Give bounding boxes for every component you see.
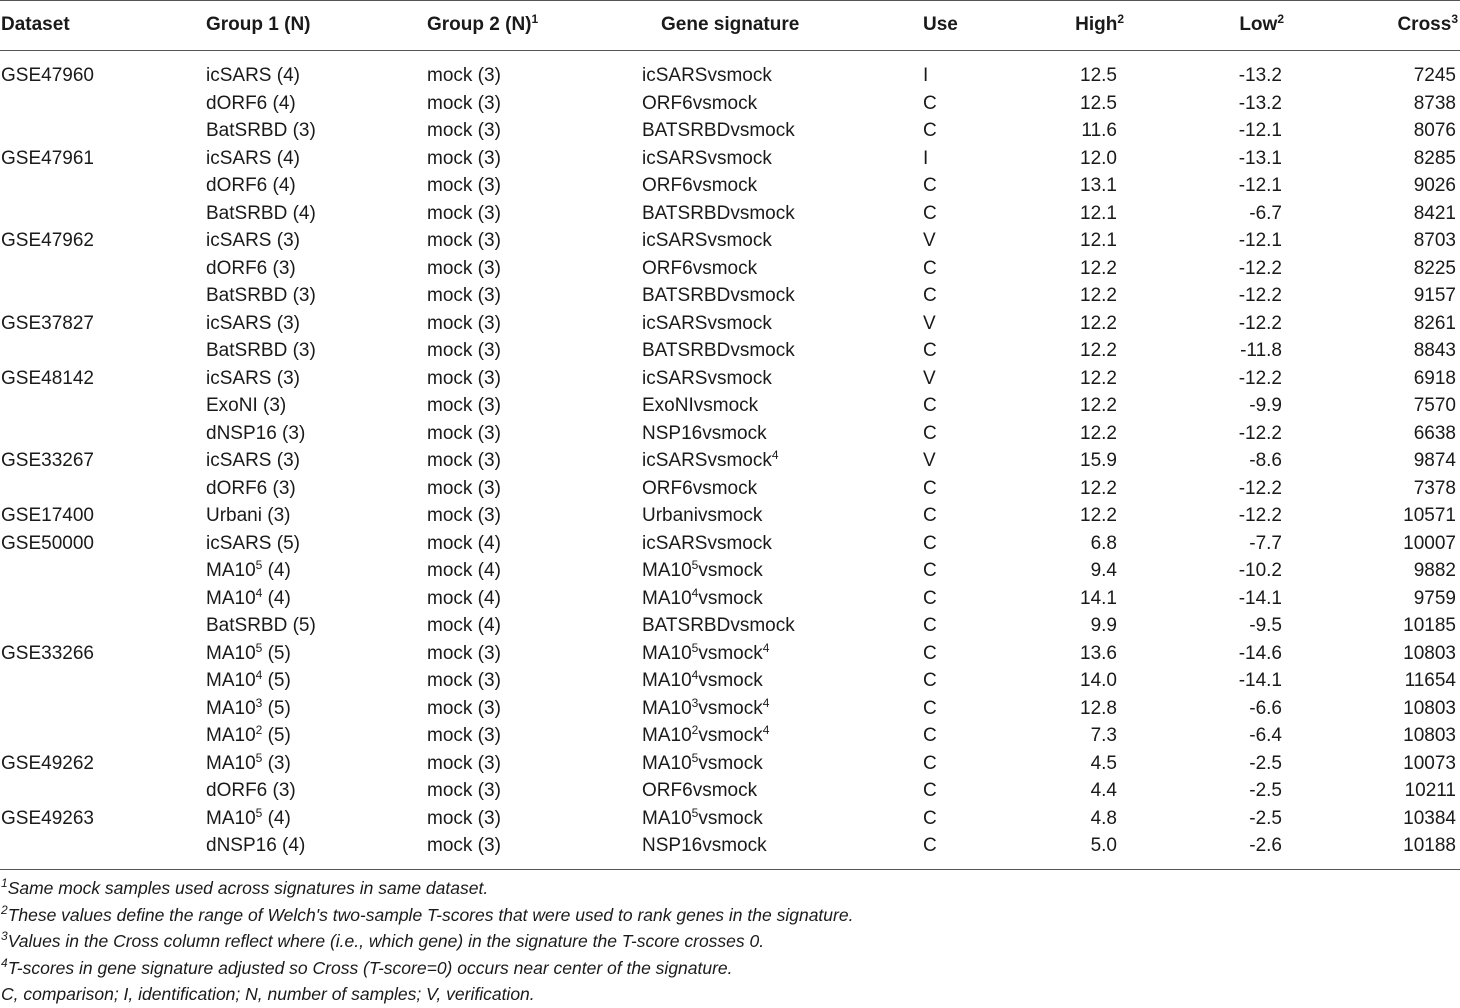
cell-cross: 8076 — [1413, 120, 1456, 141]
cell-high: 12.2 — [1080, 367, 1117, 389]
cell-high: 4.4 — [1090, 780, 1117, 801]
cell-group1: $MA10^5$ (4) — [206, 805, 291, 829]
cell-high: 12.2 — [1080, 505, 1117, 526]
cell-group2: mock (3) — [427, 92, 501, 114]
table-row — [0, 392, 1460, 420]
cell-low: -12.2 — [1238, 422, 1282, 444]
cell-group1: dORF6 (3) — [206, 780, 296, 801]
cell-group1: icSARS (3) — [206, 312, 300, 334]
cell-gene-signature: icSARSvsmock — [642, 312, 772, 334]
cell-low: -12.2 — [1238, 257, 1282, 279]
footnote: C, comparison; I, identification; N, number of samples; V, verification. — [1, 984, 535, 1004]
cell-use: I — [923, 147, 929, 169]
cell-group1: icSARS (5) — [206, 532, 300, 554]
cell-group2: mock (4) — [427, 560, 501, 581]
cell-cross: 6918 — [1413, 367, 1456, 389]
table-row — [0, 805, 1460, 833]
cell-dataset: GSE49262 — [1, 752, 94, 774]
cell-cross: 8225 — [1413, 257, 1456, 279]
table-row — [0, 117, 1460, 145]
cell-gene-signature: BATSRBDvsmock — [642, 615, 795, 636]
cell-cross: 9874 — [1413, 450, 1456, 471]
cell-cross: 8261 — [1413, 312, 1456, 334]
signature-footnote-mark: 4 — [771, 448, 779, 462]
cell-cross: 8421 — [1413, 202, 1456, 224]
table-row — [0, 365, 1460, 393]
cell-use: C — [923, 285, 937, 306]
cell-cross: 10188 — [1403, 835, 1456, 856]
cell-use: C — [923, 725, 937, 746]
cell-cross: 7245 — [1413, 65, 1456, 86]
cell-group1: icSARS (3) — [206, 230, 300, 251]
group1-superscript: 5 — [255, 750, 263, 765]
table-top-rule — [0, 0, 1460, 1]
cell-gene-signature: $MA10^4vsmock$ — [642, 668, 763, 691]
cell-low: -9.9 — [1249, 395, 1282, 416]
group1-superscript: 4 — [255, 668, 263, 682]
cell-gene-signature: ExoNIvsmock — [642, 395, 759, 416]
cell-cross: 10803 — [1403, 642, 1456, 664]
cell-use: C — [923, 807, 937, 829]
cell-cross: 8738 — [1413, 92, 1456, 114]
cell-gene-signature: BATSRBDvsmock — [642, 120, 795, 141]
group1-superscript: 4 — [255, 585, 263, 600]
cell-cross: 9157 — [1413, 285, 1456, 306]
cell-group1: $MA10^4$ (4) — [206, 585, 291, 609]
table-row — [0, 62, 1460, 90]
cell-group1: dNSP16 (3) — [206, 422, 306, 444]
cell-group1: $MA10^2$ (5) — [206, 723, 291, 746]
cell-cross: 8285 — [1413, 147, 1456, 169]
cell-dataset: GSE50000 — [1, 532, 94, 554]
cell-group1: dORF6 (4) — [206, 92, 296, 114]
cell-group1: dNSP16 (4) — [206, 835, 306, 856]
cell-high: 12.2 — [1080, 477, 1117, 499]
cell-group2: mock (3) — [427, 202, 501, 224]
cell-gene-signature: $MA10^2vsmock^4$ — [642, 723, 770, 746]
footnote: $^1$Same mock samples used across signatures in same dataset. — [1, 876, 489, 898]
cell-gene-signature: icSARSvsmock — [642, 532, 772, 554]
signature-superscript: 5 — [691, 558, 699, 572]
cell-gene-signature: ORF6vsmock — [642, 257, 758, 279]
cell-high: 4.5 — [1090, 752, 1117, 774]
cell-low: -14.1 — [1238, 587, 1282, 609]
cell-group1: ExoNI (3) — [206, 395, 287, 416]
cell-use: C — [923, 670, 937, 691]
cell-group2: mock (3) — [427, 835, 501, 856]
cell-low: -12.2 — [1238, 312, 1282, 334]
cell-group1: $MA10^5$ (5) — [206, 640, 291, 664]
cell-use: C — [923, 505, 937, 526]
table-row — [0, 695, 1460, 723]
cell-group1: dORF6 (3) — [206, 257, 296, 279]
cell-dataset: GSE17400 — [1, 505, 94, 526]
footnote-mark: 3 — [1, 929, 8, 943]
cell-use: V — [923, 367, 936, 389]
cell-high: 6.8 — [1090, 532, 1117, 554]
cell-group2: mock (3) — [427, 340, 501, 361]
cell-use: V — [923, 450, 936, 471]
cell-group1: dORF6 (4) — [206, 175, 296, 196]
table-row — [0, 612, 1460, 640]
cell-group2: mock (3) — [427, 477, 501, 499]
cell-dataset: GSE37827 — [1, 312, 94, 334]
cell-low: -12.2 — [1238, 477, 1282, 499]
cell-high: 7.3 — [1090, 725, 1117, 746]
group1-superscript: 5 — [255, 640, 263, 655]
cell-use: C — [923, 120, 937, 141]
cell-low: -13.2 — [1238, 65, 1282, 86]
cell-cross: 9759 — [1413, 587, 1456, 609]
cell-cross: 9026 — [1413, 175, 1456, 196]
cell-low: -10.2 — [1238, 560, 1282, 581]
cell-cross: 8843 — [1413, 340, 1456, 361]
signature-footnote-mark: 4 — [762, 640, 770, 655]
group1-superscript: 5 — [255, 558, 263, 572]
cell-high: 13.1 — [1080, 175, 1117, 196]
cell-dataset: GSE47960 — [1, 65, 94, 86]
table-row — [0, 90, 1460, 118]
cell-group2: mock (3) — [427, 285, 501, 306]
cell-group1: icSARS (3) — [206, 367, 300, 389]
cell-cross: 9882 — [1413, 560, 1456, 581]
cell-group2: mock (3) — [427, 395, 501, 416]
cell-high: 12.1 — [1080, 202, 1117, 224]
cell-gene-signature: $MA10^5vsmock$ — [642, 558, 763, 581]
cell-low: -11.8 — [1240, 340, 1282, 361]
cell-low: -6.4 — [1249, 725, 1282, 746]
cell-group1: BatSRBD (4) — [206, 202, 316, 224]
cell-use: V — [923, 230, 936, 251]
cell-gene-signature: ORF6vsmock — [642, 175, 758, 196]
cell-use: C — [923, 202, 937, 224]
cell-cross: 10211 — [1404, 780, 1456, 801]
group1-superscript: 3 — [255, 695, 263, 710]
cell-high: 12.2 — [1080, 340, 1117, 361]
cell-high: 13.6 — [1080, 642, 1117, 664]
cell-high: 12.5 — [1080, 92, 1117, 114]
cell-cross: 10007 — [1403, 532, 1456, 554]
cell-use: C — [923, 175, 937, 196]
cell-use: C — [923, 752, 937, 774]
cell-gene-signature: icSARSvsmock — [642, 230, 772, 251]
cell-dataset: GSE49263 — [1, 807, 94, 829]
cell-low: -2.5 — [1249, 780, 1282, 801]
cell-use: C — [923, 587, 937, 609]
cell-group2: mock (3) — [427, 257, 501, 279]
table-bottom-rule — [0, 869, 1460, 870]
cell-low: -14.6 — [1238, 642, 1282, 664]
table-row — [0, 722, 1460, 750]
cell-use: C — [923, 642, 937, 664]
cell-group2: mock (4) — [427, 587, 501, 609]
cell-gene-signature: BATSRBDvsmock — [642, 202, 795, 224]
cell-group2: mock (4) — [427, 615, 501, 636]
cell-cross: 10384 — [1403, 807, 1456, 829]
cell-group1: $MA10^3$ (5) — [206, 695, 291, 719]
cell-gene-signature: $MA10^5vsmock$ — [642, 750, 763, 774]
cell-group1: BatSRBD (3) — [206, 340, 316, 361]
table-row — [0, 750, 1460, 778]
cell-high: 12.2 — [1080, 395, 1117, 416]
table-row — [0, 420, 1460, 448]
header-high-footnote-mark: 2 — [1117, 12, 1124, 26]
group1-superscript: 5 — [255, 805, 263, 820]
cell-high: 12.5 — [1080, 65, 1117, 86]
cell-group2: mock (3) — [427, 725, 501, 746]
cell-gene-signature: icSARSvsmock — [642, 147, 772, 169]
table-row — [0, 557, 1460, 585]
cell-group2: mock (3) — [427, 450, 501, 471]
table-row — [0, 310, 1460, 338]
cell-group2: mock (3) — [427, 697, 501, 719]
cell-group2: mock (3) — [427, 65, 501, 86]
cell-high: 12.2 — [1080, 422, 1117, 444]
header-low-footnote-mark: 2 — [1277, 12, 1284, 26]
signature-superscript: 4 — [691, 668, 699, 682]
header-low: Low$^2$ — [1239, 12, 1284, 35]
cell-use: C — [923, 835, 937, 856]
footnote: $^2$These values define the range of Welch's two-sample T-scores that were used to rank genes in the signature. — [1, 902, 854, 925]
cell-use: V — [923, 312, 936, 334]
cell-gene-signature: icSARSvsmock — [642, 65, 772, 86]
cell-low: -2.6 — [1249, 835, 1282, 856]
cell-use: C — [923, 697, 937, 719]
table-row — [0, 200, 1460, 228]
table-row — [0, 227, 1460, 255]
signature-superscript: 2 — [691, 723, 699, 737]
cell-high: 12.8 — [1080, 697, 1117, 719]
cell-group1: $MA10^4$ (5) — [206, 668, 291, 691]
table-row — [0, 530, 1460, 558]
footnote-mark: 4 — [1, 955, 8, 970]
signature-superscript: 5 — [691, 640, 699, 655]
table-row — [0, 777, 1460, 805]
footnote-mark: 2 — [1, 902, 8, 917]
header-gene-signature: Gene signature — [661, 14, 800, 35]
cell-low: -12.1 — [1238, 175, 1282, 196]
cell-group1: icSARS (4) — [206, 147, 300, 169]
cell-high: 12.2 — [1080, 257, 1117, 279]
cell-low: -6.7 — [1249, 202, 1282, 224]
cell-high: 12.2 — [1080, 285, 1117, 306]
cell-low: -2.5 — [1249, 807, 1282, 829]
cell-group1: $MA10^5$ (3) — [206, 750, 291, 774]
cell-group1: BatSRBD (3) — [206, 285, 316, 306]
cell-gene-signature: ORF6vsmock — [642, 780, 758, 801]
cell-low: -6.6 — [1249, 697, 1282, 719]
cell-cross: 10073 — [1403, 752, 1456, 774]
header-use: Use — [923, 14, 958, 35]
cell-group2: mock (3) — [427, 642, 501, 664]
header-group1: Group 1 (N) — [206, 14, 311, 35]
cell-cross: 11654 — [1404, 670, 1456, 691]
group1-superscript: 2 — [255, 723, 263, 737]
table-body — [0, 62, 1460, 860]
footnote: $^3$Values in the Cross column reflect where (i.e., which gene) in the signature the T-score crosses 0. — [1, 929, 765, 951]
cell-gene-signature: $MA10^4vsmock$ — [642, 585, 763, 609]
cell-group2: mock (3) — [427, 147, 501, 169]
cell-high: 12.0 — [1080, 147, 1117, 169]
cell-cross: 10185 — [1403, 615, 1456, 636]
signature-superscript: 5 — [691, 805, 699, 820]
cell-gene-signature: Urbanivsmock — [642, 505, 763, 526]
cell-group2: mock (3) — [427, 807, 501, 829]
cell-group2: mock (3) — [427, 752, 501, 774]
cell-low: -12.2 — [1238, 505, 1282, 526]
cell-high: 9.9 — [1090, 615, 1117, 636]
cell-group2: mock (3) — [427, 780, 501, 801]
cell-group2: mock (3) — [427, 422, 501, 444]
cell-group2: mock (3) — [427, 670, 501, 691]
table-row — [0, 475, 1460, 503]
cell-use: C — [923, 532, 937, 554]
table-row — [0, 172, 1460, 200]
table-row — [0, 282, 1460, 310]
cell-group2: mock (3) — [427, 230, 501, 251]
cell-group2: mock (3) — [427, 175, 501, 196]
cell-high: 12.2 — [1080, 312, 1117, 334]
cell-low: -9.5 — [1249, 615, 1282, 636]
cell-high: 12.1 — [1080, 230, 1117, 251]
footnote-mark: 1 — [1, 876, 8, 890]
cell-dataset: GSE48142 — [1, 367, 94, 389]
cell-group1: Urbani (3) — [206, 505, 291, 526]
header-dataset: Dataset — [1, 14, 70, 35]
signature-footnote-mark: 4 — [762, 723, 770, 737]
cell-low: -2.5 — [1249, 752, 1282, 774]
cell-gene-signature: NSP16vsmock — [642, 835, 767, 856]
cell-gene-signature: BATSRBDvsmock — [642, 285, 795, 306]
header-high: High$^2$ — [1075, 12, 1124, 35]
header-rule — [0, 50, 1460, 51]
cell-low: -8.6 — [1249, 450, 1282, 471]
cell-gene-signature: $MA10^5vsmock^4$ — [642, 640, 770, 664]
header-group2: Group 2 $(N)^1$ — [427, 12, 539, 35]
cell-low: -12.1 — [1238, 120, 1282, 141]
table-row — [0, 145, 1460, 173]
footnotes — [1, 875, 853, 1008]
table-row — [0, 337, 1460, 365]
cell-use: I — [923, 65, 929, 86]
cell-use: C — [923, 422, 937, 444]
cell-group2: mock (4) — [427, 532, 501, 554]
cell-cross: 6638 — [1413, 422, 1456, 444]
signature-superscript: 4 — [691, 585, 699, 600]
cell-group1: icSARS (3) — [206, 450, 300, 471]
cell-gene-signature: ORF6vsmock — [642, 477, 758, 499]
cell-high: 11.6 — [1081, 120, 1117, 141]
cell-gene-signature: $MA10^3vsmock^4$ — [642, 695, 770, 719]
cell-group1: BatSRBD (3) — [206, 120, 316, 141]
cell-gene-signature: BATSRBDvsmock — [642, 340, 795, 361]
signature-footnote-mark: 4 — [762, 695, 770, 710]
header-group2-footnote-mark: 1 — [531, 12, 539, 26]
cell-low: -7.7 — [1249, 532, 1282, 554]
cell-high: 5.0 — [1090, 835, 1117, 856]
cell-high: 9.4 — [1090, 560, 1117, 581]
cell-dataset: GSE33266 — [1, 642, 94, 664]
cell-gene-signature: icSARSvsmock$^4$ — [642, 448, 779, 471]
table-row — [0, 667, 1460, 695]
header-cross-footnote-mark: 3 — [1451, 12, 1458, 26]
table-row — [0, 585, 1460, 613]
cell-low: -12.2 — [1238, 367, 1282, 389]
cell-use: C — [923, 257, 937, 279]
cell-use: C — [923, 780, 937, 801]
cell-gene-signature: icSARSvsmock — [642, 367, 772, 389]
cell-cross: 7570 — [1413, 395, 1456, 416]
cell-high: 14.0 — [1080, 670, 1117, 691]
cell-cross: 8703 — [1413, 230, 1456, 251]
cell-group2: mock (3) — [427, 505, 501, 526]
table-row — [0, 255, 1460, 283]
cell-use: C — [923, 395, 937, 416]
cell-cross: 10803 — [1403, 697, 1456, 719]
cell-high: 14.1 — [1080, 587, 1117, 609]
cell-low: -13.1 — [1238, 147, 1282, 169]
cell-high: 15.9 — [1080, 450, 1117, 471]
header-cross: Cross$^3$ — [1397, 12, 1458, 35]
cell-cross: 7378 — [1413, 477, 1456, 499]
cell-low: -14.1 — [1238, 670, 1282, 691]
cell-use: C — [923, 560, 937, 581]
cell-dataset: GSE47961 — [1, 147, 94, 169]
table-row — [0, 447, 1460, 475]
cell-use: C — [923, 340, 937, 361]
cell-group1: icSARS (4) — [206, 65, 300, 86]
signature-superscript: 3 — [691, 695, 699, 710]
cell-cross: 10803 — [1403, 725, 1456, 746]
cell-use: C — [923, 615, 937, 636]
cell-group2: mock (3) — [427, 312, 501, 334]
cell-dataset: GSE47962 — [1, 230, 94, 251]
cell-use: C — [923, 477, 937, 499]
cell-low: -12.2 — [1238, 285, 1282, 306]
cell-group1: dORF6 (3) — [206, 477, 296, 499]
cell-gene-signature: $MA10^5vsmock$ — [642, 805, 763, 829]
cell-group2: mock (3) — [427, 367, 501, 389]
cell-gene-signature: NSP16vsmock — [642, 422, 767, 444]
cell-cross: 10571 — [1403, 505, 1456, 526]
table-row — [0, 502, 1460, 530]
cell-dataset: GSE33267 — [1, 450, 94, 471]
cell-group1: $MA10^5$ (4) — [206, 558, 291, 581]
table-row — [0, 832, 1460, 860]
cell-use: C — [923, 92, 937, 114]
cell-low: -13.2 — [1238, 92, 1282, 114]
cell-group2: mock (3) — [427, 120, 501, 141]
cell-high: 4.8 — [1090, 807, 1117, 829]
cell-gene-signature: ORF6vsmock — [642, 92, 758, 114]
footnote: $^4$T-scores in gene signature adjusted so Cross (T-score=0) occurs near center of the signature. — [1, 955, 733, 978]
signature-superscript: 5 — [691, 750, 699, 765]
table-row — [0, 640, 1460, 668]
cell-low: -12.1 — [1238, 230, 1282, 251]
cell-group1: BatSRBD (5) — [206, 615, 316, 636]
